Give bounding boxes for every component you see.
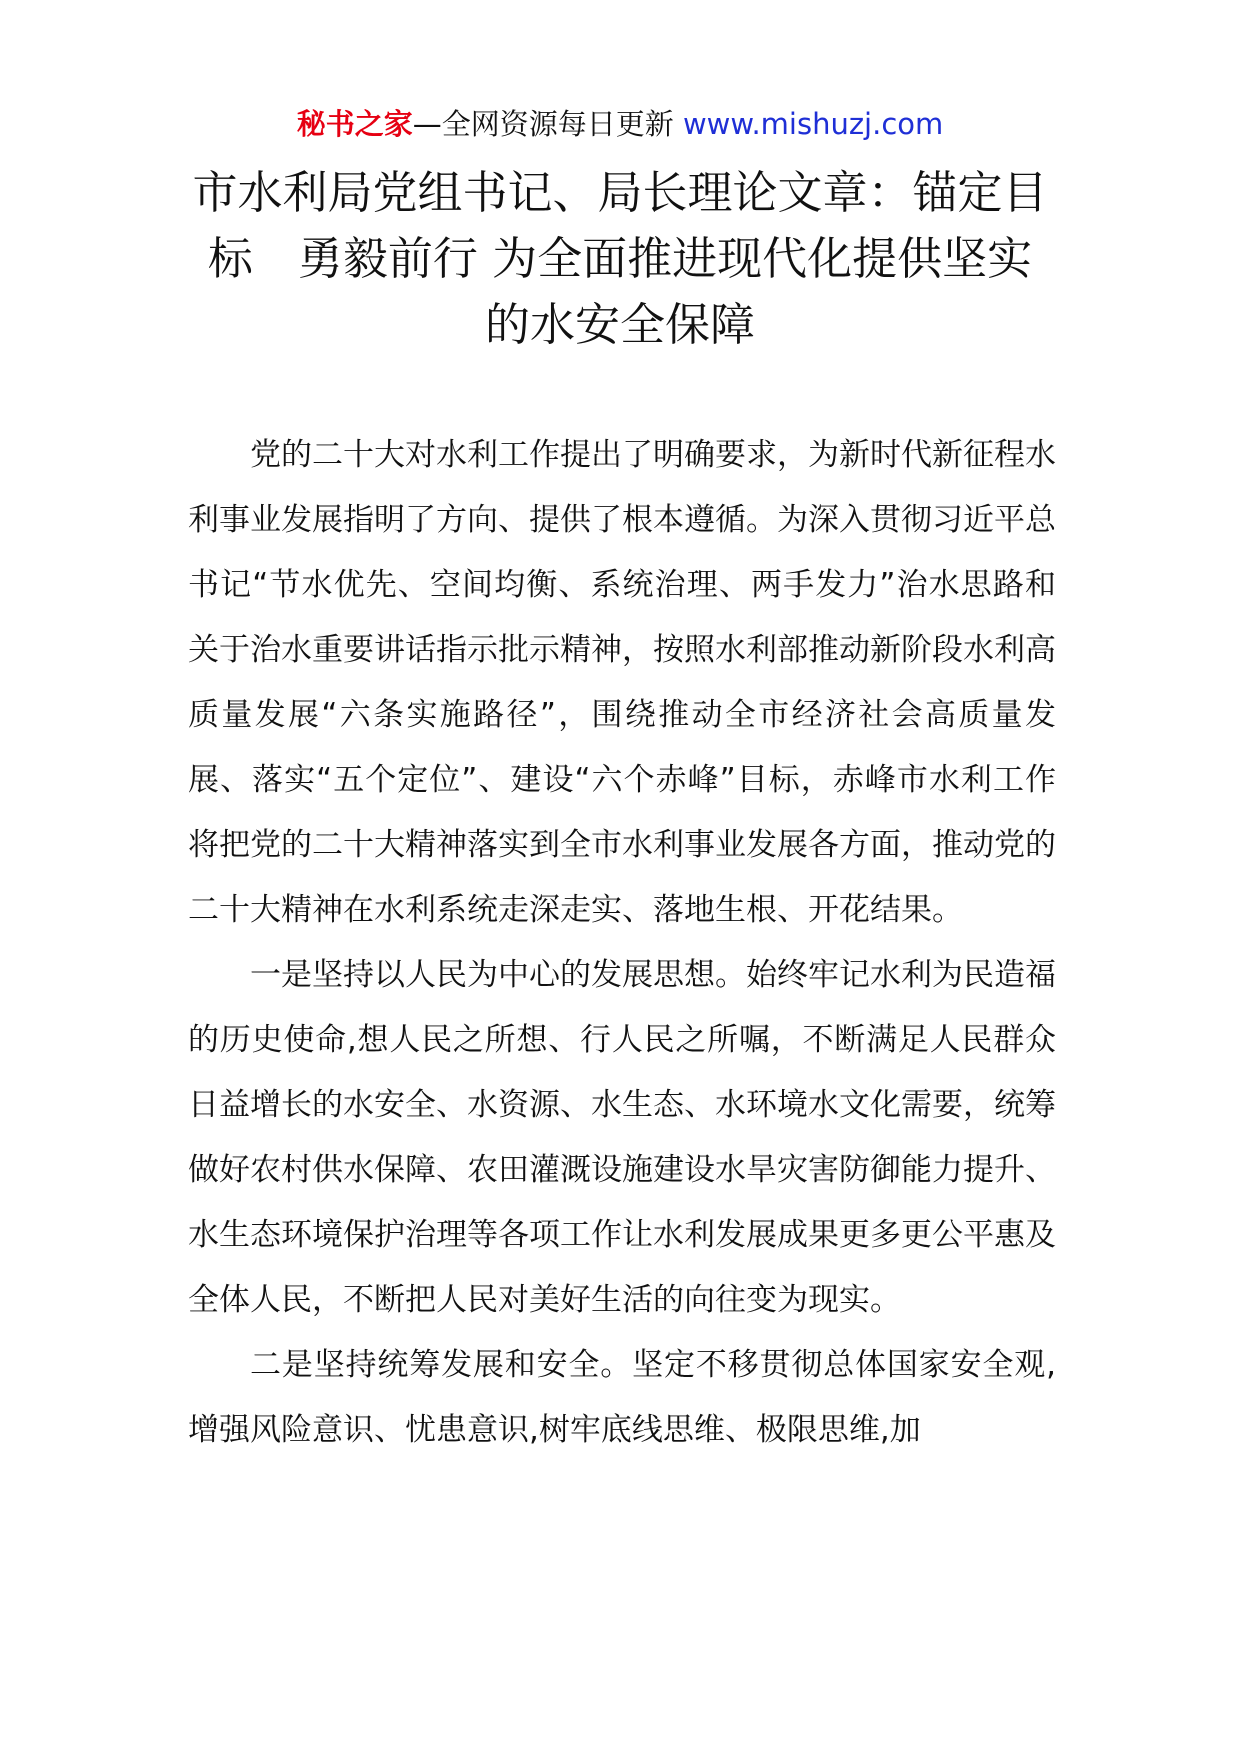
site-url-link[interactable]: www.mishuzj.com <box>682 107 944 141</box>
paragraph-point-two: 二是坚持统筹发展和安全。坚定不移贯彻总体国家安全观,增强风险意识、忧患意识,树牢底线思维、极限思维,加 <box>188 1347 1056 1448</box>
paragraph-intro: 党的二十大对水利工作提出了明确要求，为新时代新征程水利事业发展指明了方向、提供了根本遵循。为深入贯彻习近平总书记“节水优先、空间均衡、系统治理、两手发力”治水思路和关于治水重要讲话指示批示精神，按照水利部推动新阶段水利高质量发展“六条实施路径”，围绕推动全市经济社会高质量发展、落实“五个定位”、建设“六个赤峰”目标，赤峰市水利工作将把党的二十大精神落实到全市水利事业发展各方面，推动党的二十大精神在水利系统走深走实、落地生根、开花结果。 <box>188 437 1056 928</box>
document-body <box>188 423 1056 1463</box>
brand-name: 秘书之家 <box>296 107 413 141</box>
site-header <box>0 100 1240 148</box>
header-tagline: —全网资源每日更新 <box>412 107 683 141</box>
paragraph-point-one: 一是坚持以人民为中心的发展思想。始终牢记水利为民造福的历史使命,想人民之所想、行人民之所嘱，不断满足人民群众日益增长的水安全、水资源、水生态、水环境水文化需要，统筹做好农村供水保障、农田灌溉设施建设水旱灾害防御能力提升、水生态环境保护治理等各项工作让水利发展成果更多更公平惠及全体人民，不断把人民对美好生活的向往变为现实。 <box>188 957 1056 1318</box>
document-title: 市水利局党组书记、局长理论文章：锚定目标 勇毅前行 为全面推进现代化提供坚实的水安全保障 <box>192 166 1048 351</box>
